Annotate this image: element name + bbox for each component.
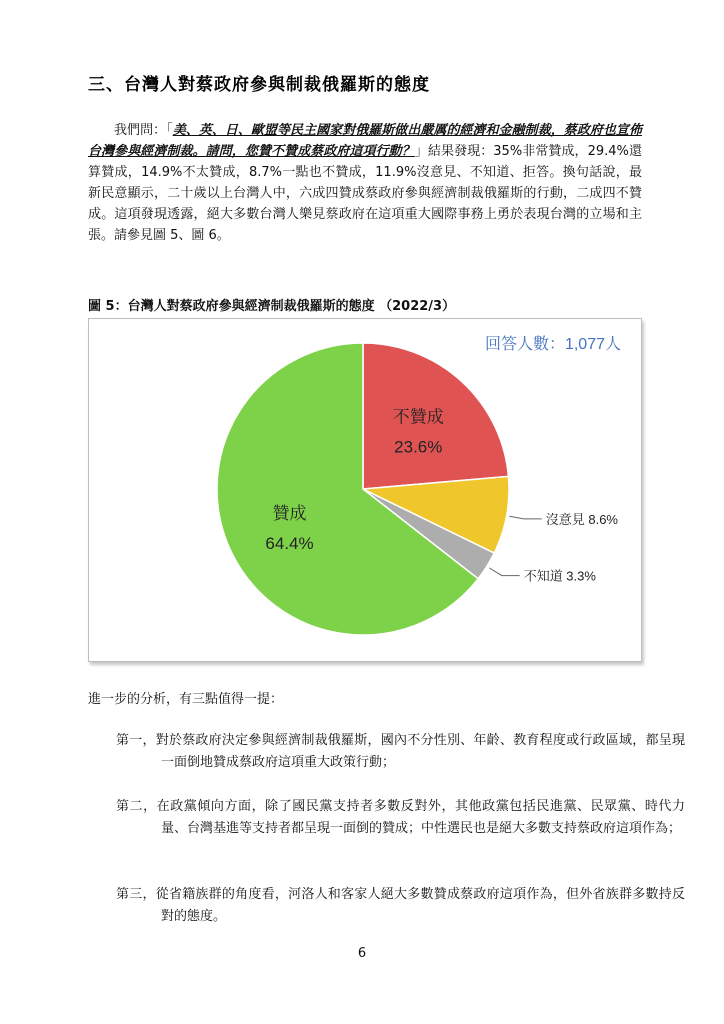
analysis-intro: 進一步的分析，有三點值得一提： [88, 692, 284, 707]
paragraph-results: 」結果發現：35%非常贊成，29.4%還算贊成，14.9%不太贊成，8.7%一點也不贊成，11.9%沒意見、不知道、拒答。換句話說，最新民意顯示，二十歲以上台灣人中，六成四贊成蔡政府參與經濟制裁俄羅斯的行動，二成四不贊成。這項發現透露，絕大多數台灣人樂見蔡政府在這項重大國際事務上勇於表現台灣的立場和主張。請參見圖 5、圖 6。 [88, 144, 642, 243]
slice-value-0: 23.6% [394, 437, 443, 457]
leader-line-2 [489, 568, 519, 576]
respondents-count: 回答人數：1,077人 [484, 336, 621, 353]
section-heading: 三、台灣人對蔡政府參與制裁俄羅斯的態度 [88, 75, 430, 95]
slice-label-0: 不贊成 [392, 407, 444, 427]
analysis-point-1: 第一，對於蔡政府決定參與經濟制裁俄羅斯，國內不分性別、年齡、教育程度或行政區域，都呈現一面倒地贊成蔡政府這項重大政策行動； [116, 733, 685, 770]
slice-callout-1: 沒意見 8.6% [545, 511, 619, 527]
pie-chart [89, 319, 641, 661]
analysis-point-2: 第二，在政黨傾向方面，除了國民黨支持者多數反對外，其他政黨包括民進黨、民眾黨、時代力量、台灣基進等支持者都呈現一面倒的贊成；中性選民也是絕大多數支持蔡政府這項作為； [116, 799, 685, 836]
pie-chart-frame [88, 318, 642, 662]
paragraph-lead: 我們問：「 [114, 123, 173, 138]
slice-label-3: 贊成 [272, 503, 307, 523]
findings-paragraph [88, 120, 642, 246]
slice-value-3: 64.4% [265, 533, 314, 553]
figure-caption: 圖 5：台灣人對蔡政府參與經濟制裁俄羅斯的態度 （2022/3） [88, 299, 456, 314]
page-number: 6 [357, 946, 367, 961]
survey-question: 美、英、日、歐盟等民主國家對俄羅斯做出嚴厲的經濟和金融制裁，蔡政府也宣佈台灣參與經濟制裁。請問，您贊不贊成蔡政府這項行動？ [88, 123, 642, 159]
slice-callout-2: 不知道 3.3% [523, 568, 596, 584]
analysis-point-3: 第三，從省籍族群的角度看，河洛人和客家人絕大多數贊成蔡政府這項作為，但外省族群多數持反對的態度。 [116, 887, 685, 924]
leader-line-1 [509, 516, 541, 519]
